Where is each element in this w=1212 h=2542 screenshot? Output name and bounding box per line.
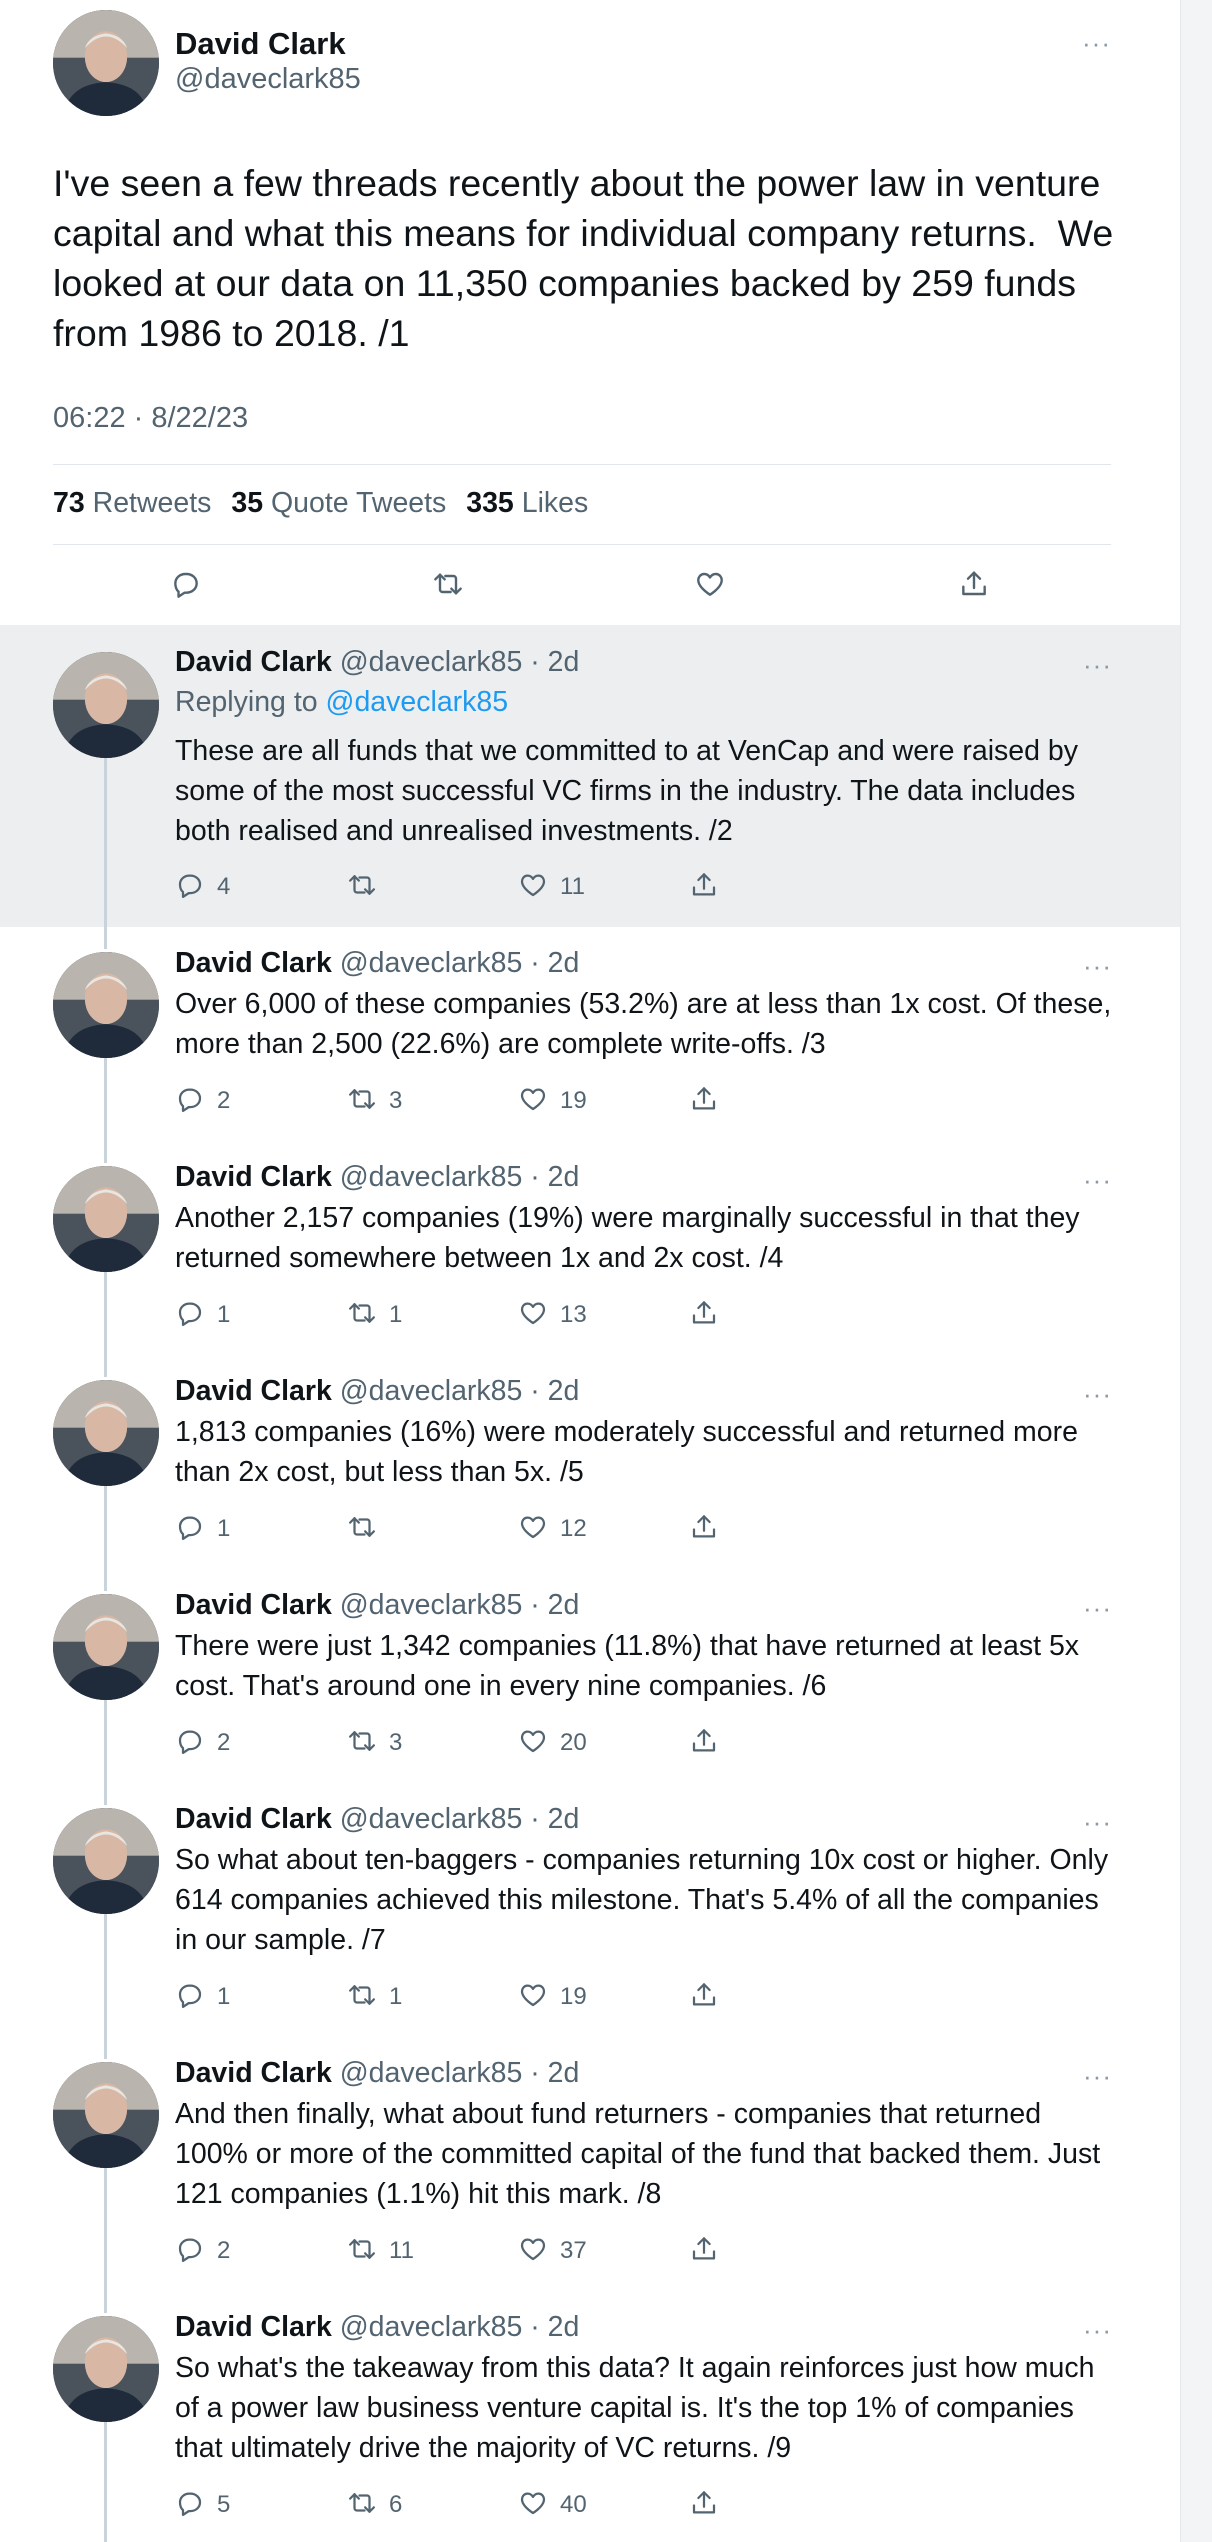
retweet-icon [347,1084,377,1119]
like-count: 11 [560,873,585,900]
reply-button[interactable] [175,1727,230,1759]
more-icon[interactable]: ··· [1083,1593,1112,1623]
like-button[interactable] [518,2235,587,2267]
like-count: 37 [560,2237,587,2264]
quotes-label: Quote Tweets [270,487,447,519]
share-icon [689,1298,719,1333]
reply-header [175,2311,579,2344]
reply-header [175,1161,579,1194]
author-name[interactable]: David Clark [175,1375,332,1407]
retweet-count: 11 [389,2237,414,2264]
author-name[interactable]: David Clark [175,1803,332,1835]
retweet-count: 1 [389,1983,403,2010]
heart-icon [518,1298,548,1333]
engagement-stats [53,487,600,520]
retweet-count: 1 [389,1301,403,1328]
reply-tweet[interactable] [0,1355,1180,1569]
like-count: 13 [560,1301,587,1328]
share-icon [689,1980,719,2015]
replying-prefix: Replying to [175,686,318,718]
thread-connector [104,1141,107,1163]
retweet-count: 3 [389,1087,403,1114]
thread-connector [104,2167,107,2291]
reply-tweet[interactable] [0,1141,1180,1355]
thread-connector [104,927,107,949]
retweet-button[interactable] [347,871,389,903]
handle-time[interactable]: @daveclark85 · 2d [339,2311,580,2343]
share-icon [689,1084,719,1119]
reply-icon [175,1298,205,1333]
heart-icon [518,2234,548,2269]
more-icon[interactable]: ··· [1082,28,1111,58]
reply-count: 2 [217,2237,231,2264]
thread-connector [104,2421,107,2542]
handle-time[interactable]: @daveclark85 · 2d [339,1161,580,1193]
avatar[interactable] [53,10,159,116]
retweet-button[interactable] [347,1513,389,1545]
reply-icon [175,2234,205,2269]
share-button[interactable] [689,2235,719,2267]
heart-icon [518,870,548,905]
retweet-button[interactable] [347,1981,402,2013]
thread-connector [104,1485,107,1569]
avatar[interactable] [53,1166,159,1272]
author-name[interactable]: David Clark [175,2057,332,2089]
avatar[interactable] [53,1594,159,1700]
like-count: 12 [560,1515,587,1542]
share-icon [689,2488,719,2523]
reply-button[interactable] [175,1513,230,1545]
reply-count: 2 [217,1087,231,1114]
retweet-count: 6 [389,2491,403,2518]
retweets-label: Retweets [92,487,212,519]
reply-count: 1 [217,1301,231,1328]
like-button[interactable] [518,1299,587,1331]
like-button[interactable] [518,871,585,903]
like-button[interactable] [518,1513,587,1545]
more-icon[interactable]: ··· [1083,951,1112,981]
more-icon[interactable]: ··· [1083,1807,1112,1837]
reply-count: 1 [217,1515,231,1542]
avatar-image [53,2316,159,2422]
reply-text: Another 2,157 companies (19%) were marginally successful in that they returned somewhere between 1x and 2x cost. /4 [175,1202,1080,1274]
reply-count: 1 [217,1983,231,2010]
thread-connector [104,1355,107,1377]
more-icon[interactable]: ··· [1083,2061,1112,2091]
share-icon [689,1512,719,1547]
reply-button[interactable] [175,1299,230,1331]
retweets-count: 73 [53,487,85,519]
reply-icon[interactable] [170,568,202,600]
handle-time[interactable]: @daveclark85 · 2d [339,1375,580,1407]
tweet-timestamp[interactable]: 06:22 · 8/22/23 [53,402,249,434]
reply-text: And then finally, what about fund returners - companies that returned 100% or more of the committed capital of the fund that backed them. Just 121 companies (1.1%) hit this mark. /8 [175,2098,1101,2210]
like-count: 20 [560,1729,587,1756]
retweet-icon [347,2234,377,2269]
reply-header [175,947,579,980]
scrollbar-track[interactable] [1180,0,1212,2542]
avatar-image [53,1166,159,1272]
like-button[interactable] [518,1981,587,2013]
share-button[interactable] [689,1727,719,1759]
reply-header [175,1375,579,1408]
avatar[interactable] [53,1808,159,1914]
retweet-icon [347,1726,377,1761]
thread-connector [104,1783,107,1805]
avatar-image [53,1380,159,1486]
retweet-button[interactable] [347,1299,402,1331]
reply-button[interactable] [175,1085,230,1117]
avatar-image [53,2062,159,2168]
quotes-stat[interactable] [231,487,446,519]
share-button[interactable] [689,1981,719,2013]
divider [53,464,1111,465]
main-action-bar [0,560,1180,610]
retweet-icon [347,1980,377,2015]
like-button[interactable] [518,1085,587,1117]
heart-icon [518,1726,548,1761]
reply-text: 1,813 companies (16%) were moderately successful and returned more than 2x cost, but less than 5x. /5 [175,1416,1078,1488]
reply-text: So what's the takeaway from this data? It again reinforces just how much of a power law business venture capital is. It's the top 1% of companies that ultimately drive the majority of VC returns. /9 [175,2352,1095,2464]
reply-header [175,2057,579,2090]
tweet-text: I've seen a few threads recently about the power law in venture capital and what this means for individual company returns. We looked at our data on 11,350 companies backed by 259 funds from 1986 to 2018. /1 [53,162,1124,354]
heart-icon [518,1512,548,1547]
handle-time[interactable]: @daveclark85 · 2d [339,1803,580,1835]
thread-connector [104,755,107,927]
retweet-icon [347,2488,377,2523]
replying-to [175,686,508,719]
reply-tweet[interactable] [0,2037,1180,2291]
reply-icon [175,1980,205,2015]
heart-icon[interactable] [694,568,726,600]
thread-connector [104,1913,107,2037]
reply-tweet[interactable] [0,927,1180,1141]
share-button[interactable] [689,1299,719,1331]
more-icon[interactable]: ··· [1083,1165,1112,1195]
heart-icon [518,1084,548,1119]
reply-text: So what about ten-baggers - companies returning 10x cost or higher. Only 614 companies achieved this milestone. That's 5.4% of all the companies in our sample. /7 [175,1844,1109,1956]
reply-text: Over 6,000 of these companies (53.2%) are at less than 1x cost. Of these, more than 2,500 (22.6%) are complete write-offs. /3 [175,988,1112,1060]
more-icon[interactable]: ··· [1083,1379,1112,1409]
likes-stat[interactable] [466,487,588,519]
more-icon[interactable]: ··· [1083,650,1112,680]
reply-button[interactable] [175,1981,230,2013]
reply-header [175,1589,579,1622]
reply-tweet[interactable] [0,1783,1180,2037]
retweets-stat[interactable] [53,487,211,519]
reply-icon [175,1726,205,1761]
handle-time[interactable]: @daveclark85 · 2d [339,947,580,979]
author-name[interactable]: David Clark [175,1161,332,1193]
like-button[interactable] [518,2489,587,2521]
replying-to-link[interactable]: @daveclark85 [325,686,509,718]
reply-text: These are all funds that we committed to at VenCap and were raised by some of the most successful VC firms in the industry. The data includes both realised and unrealised investments. /2 [175,735,1078,847]
reply-text: There were just 1,342 companies (11.8%) that have returned at least 5x cost. That's around one in every nine companies. /6 [175,1630,1080,1702]
like-count: 19 [560,1983,587,2010]
reply-count: 2 [217,1729,231,1756]
retweet-icon[interactable] [432,568,464,600]
retweet-count: 3 [389,1729,403,1756]
retweet-button[interactable] [347,2489,402,2521]
avatar-image [53,1808,159,1914]
author-handle[interactable]: @daveclark85 [175,63,361,95]
avatar[interactable] [53,2062,159,2168]
author-name[interactable]: David Clark [175,26,346,61]
reply-header [175,646,579,679]
reply-icon [175,2488,205,2523]
reply-tweet[interactable] [0,625,1180,927]
retweet-icon [347,1512,377,1547]
avatar-image [53,952,159,1058]
share-button[interactable] [689,1085,719,1117]
divider [53,544,1111,545]
handle-time[interactable]: @daveclark85 · 2d [339,646,580,678]
heart-icon [518,1980,548,2015]
retweet-icon [347,1298,377,1333]
author-name[interactable]: David Clark [175,1589,332,1621]
thread-connector [104,2291,107,2313]
main-tweet [0,0,1180,625]
avatar[interactable] [53,952,159,1058]
reply-icon [175,1084,205,1119]
thread-connector [104,1569,107,1591]
share-button[interactable] [689,871,719,903]
share-button[interactable] [689,1513,719,1545]
avatar-image [53,10,159,116]
reply-button[interactable] [175,2235,230,2267]
reply-tweet[interactable] [0,2291,1180,2542]
like-button[interactable] [518,1727,587,1759]
retweet-icon [347,870,377,905]
likes-label: Likes [521,487,589,519]
quotes-count: 35 [231,487,264,519]
reply-icon [175,870,205,905]
author-name[interactable]: David Clark [175,646,332,678]
retweet-button[interactable] [347,1085,402,1117]
retweet-button[interactable] [347,2235,414,2267]
share-icon [689,1726,719,1761]
author-name[interactable]: David Clark [175,2311,332,2343]
more-icon[interactable]: ··· [1083,2315,1112,2345]
reply-button[interactable] [175,871,230,903]
reply-count: 4 [217,873,231,900]
share-icon [689,2234,719,2269]
avatar[interactable] [53,652,159,758]
reply-count: 5 [217,2491,231,2518]
handle-time[interactable]: @daveclark85 · 2d [339,1589,580,1621]
thread-connector [104,2037,107,2059]
reply-tweet[interactable] [0,1569,1180,1783]
thread-connector [104,1699,107,1783]
thread-connector [104,1271,107,1355]
like-count: 40 [560,2491,587,2518]
heart-icon [518,2488,548,2523]
reply-header [175,1803,579,1836]
share-icon[interactable] [958,568,990,600]
avatar-image [53,652,159,758]
likes-count: 335 [466,487,514,519]
like-count: 19 [560,1087,587,1114]
author-name[interactable]: David Clark [175,947,332,979]
retweet-button[interactable] [347,1727,402,1759]
share-button[interactable] [689,2489,719,2521]
reply-button[interactable] [175,2489,230,2521]
avatar[interactable] [53,1380,159,1486]
handle-time[interactable]: @daveclark85 · 2d [339,2057,580,2089]
reply-icon [175,1512,205,1547]
avatar[interactable] [53,2316,159,2422]
share-icon [689,870,719,905]
avatar-image [53,1594,159,1700]
thread-connector [104,1057,107,1141]
